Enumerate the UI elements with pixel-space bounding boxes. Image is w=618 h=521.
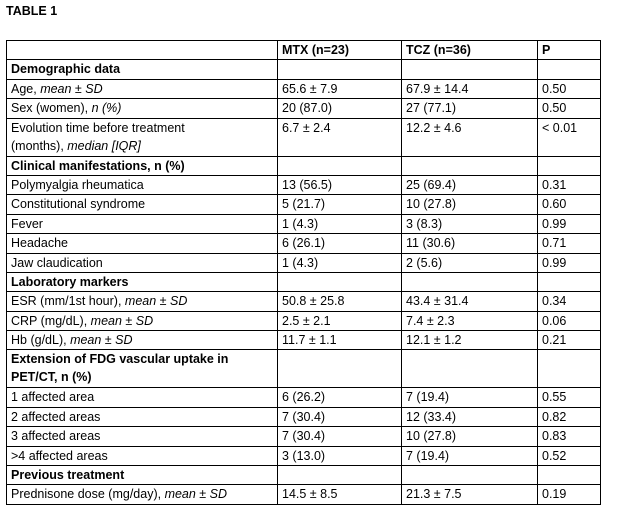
- row-label: [7, 446, 278, 465]
- cell-mtx: 3 (13.0): [278, 446, 402, 465]
- section-label-text-line2: PET/CT, n (%): [11, 370, 92, 385]
- cell-mtx: 7 (30.4): [278, 427, 402, 446]
- empty-cell: [402, 60, 538, 79]
- row-label-text: >4 affected areas: [11, 448, 108, 463]
- cell-mtx: 6.7 ± 2.4: [278, 118, 402, 156]
- cell-p-value: 0.21: [538, 331, 601, 350]
- cell-mtx: 6 (26.1): [278, 234, 402, 253]
- cell-tcz: 7 (19.4): [402, 388, 538, 407]
- cell-mtx: 6 (26.2): [278, 388, 402, 407]
- empty-cell: [278, 60, 402, 79]
- table-row: [7, 407, 601, 426]
- row-label: [7, 175, 278, 194]
- row-label-statistic: n (%): [91, 101, 122, 116]
- cell-mtx: 14.5 ± 8.5: [278, 485, 402, 504]
- section-row: [7, 466, 601, 485]
- row-label: [7, 234, 278, 253]
- table-row: [7, 331, 601, 350]
- header-cell-tcz: TCZ (n=36): [402, 41, 538, 60]
- section-label-text: Extension of FDG vascular uptake in: [11, 352, 229, 367]
- row-label-text: Sex (women),: [11, 101, 92, 116]
- row-label-statistic: mean ± SD: [70, 333, 133, 348]
- cell-tcz: 12.2 ± 4.6: [402, 118, 538, 156]
- section-label-text: Laboratory markers: [11, 274, 129, 289]
- cell-tcz: 27 (77.1): [402, 99, 538, 118]
- cell-tcz: 12.1 ± 1.2: [402, 331, 538, 350]
- cell-tcz: 21.3 ± 7.5: [402, 485, 538, 504]
- empty-cell: [538, 350, 601, 388]
- row-label-text: Prednisone dose (mg/day),: [11, 487, 165, 502]
- empty-cell: [278, 466, 402, 485]
- table-row: [7, 292, 601, 311]
- row-label: [7, 388, 278, 407]
- cell-p-value: 0.19: [538, 485, 601, 504]
- table-row: [7, 253, 601, 272]
- cell-tcz: 12 (33.4): [402, 407, 538, 426]
- table-row: [7, 485, 601, 504]
- cell-mtx: 2.5 ± 2.1: [278, 311, 402, 330]
- row-label: [7, 427, 278, 446]
- empty-cell: [278, 350, 402, 388]
- header-cell-mtx: MTX (n=23): [278, 41, 402, 60]
- section-label-text: Clinical manifestations, n (%): [11, 158, 185, 173]
- cell-tcz: 2 (5.6): [402, 253, 538, 272]
- cell-p-value: 0.34: [538, 292, 601, 311]
- cell-tcz: 10 (27.8): [402, 427, 538, 446]
- empty-cell: [402, 466, 538, 485]
- row-label: [7, 311, 278, 330]
- table-row: [7, 195, 601, 214]
- cell-tcz: 3 (8.3): [402, 214, 538, 233]
- empty-cell: [402, 272, 538, 291]
- cell-mtx: 1 (4.3): [278, 253, 402, 272]
- table-row: [7, 388, 601, 407]
- table-row: [7, 311, 601, 330]
- section-label: [7, 156, 278, 175]
- row-label: [7, 195, 278, 214]
- cell-p-value: < 0.01: [538, 118, 601, 156]
- row-label-text: 2 affected areas: [11, 409, 101, 424]
- header-cell-p: P: [538, 41, 601, 60]
- table-header-row: [7, 41, 601, 60]
- empty-cell: [278, 156, 402, 175]
- cell-mtx: 1 (4.3): [278, 214, 402, 233]
- row-label: [7, 331, 278, 350]
- cell-tcz: 25 (69.4): [402, 175, 538, 194]
- empty-cell: [278, 272, 402, 291]
- section-row: [7, 156, 601, 175]
- row-label-statistic: mean ± SD: [124, 294, 188, 309]
- section-label: [7, 272, 278, 291]
- cell-tcz: 10 (27.8): [402, 195, 538, 214]
- cell-mtx: 13 (56.5): [278, 175, 402, 194]
- cell-mtx: 20 (87.0): [278, 99, 402, 118]
- row-label-statistic: mean ± SD: [90, 313, 154, 328]
- row-label-statistic: median [IQR]: [67, 138, 141, 153]
- table-row: [7, 214, 601, 233]
- row-label-text: Evolution time before treatment: [11, 120, 185, 135]
- section-label-text: Previous treatment: [11, 468, 125, 483]
- section-row: [7, 272, 601, 291]
- row-label-text: Jaw claudication: [11, 255, 103, 270]
- empty-cell: [538, 156, 601, 175]
- cell-p-value: 0.99: [538, 253, 601, 272]
- row-label-text: 3 affected areas: [11, 429, 101, 444]
- cell-p-value: 0.99: [538, 214, 601, 233]
- table-row: [7, 118, 601, 156]
- table-row: [7, 234, 601, 253]
- cell-tcz: 43.4 ± 31.4: [402, 292, 538, 311]
- cell-p-value: 0.60: [538, 195, 601, 214]
- cell-p-value: 0.52: [538, 446, 601, 465]
- empty-cell: [538, 272, 601, 291]
- cell-p-value: 0.06: [538, 311, 601, 330]
- cell-p-value: 0.50: [538, 79, 601, 98]
- row-label: [7, 118, 278, 156]
- section-label: [7, 60, 278, 79]
- row-label: [7, 407, 278, 426]
- section-label: [7, 466, 278, 485]
- empty-cell: [538, 466, 601, 485]
- row-label-text: ESR (mm/1st hour),: [11, 294, 125, 309]
- row-label: [7, 79, 278, 98]
- section-label-text: Demographic data: [11, 62, 121, 77]
- cell-mtx: 5 (21.7): [278, 195, 402, 214]
- section-row: [7, 350, 601, 388]
- table-row: [7, 427, 601, 446]
- header-cell-label: [7, 41, 278, 60]
- cell-p-value: 0.31: [538, 175, 601, 194]
- cell-mtx: 65.6 ± 7.9: [278, 79, 402, 98]
- cell-tcz: 7.4 ± 2.3: [402, 311, 538, 330]
- row-label: [7, 253, 278, 272]
- row-label-text: Fever: [11, 216, 43, 231]
- table-row: [7, 446, 601, 465]
- empty-cell: [402, 156, 538, 175]
- section-row: [7, 60, 601, 79]
- row-label-text: Constitutional syndrome: [11, 197, 146, 212]
- row-label-text: 1 affected area: [11, 390, 95, 405]
- cell-p-value: 0.82: [538, 407, 601, 426]
- row-label: [7, 99, 278, 118]
- row-label-text-line2: (months),: [11, 138, 68, 153]
- row-label-text: Age,: [11, 81, 41, 96]
- empty-cell: [402, 350, 538, 388]
- cell-tcz: 11 (30.6): [402, 234, 538, 253]
- table-caption: TABLE 1: [6, 4, 58, 18]
- table-row: [7, 99, 601, 118]
- row-label: [7, 292, 278, 311]
- section-label: [7, 350, 278, 388]
- row-label-statistic: mean ± SD: [164, 487, 228, 502]
- cell-mtx: 50.8 ± 25.8: [278, 292, 402, 311]
- cell-p-value: 0.71: [538, 234, 601, 253]
- row-label-text: CRP (mg/dL),: [11, 313, 91, 328]
- row-label-text: Hb (g/dL),: [11, 333, 71, 348]
- cell-p-value: 0.55: [538, 388, 601, 407]
- empty-cell: [538, 60, 601, 79]
- cell-p-value: 0.83: [538, 427, 601, 446]
- table-row: [7, 175, 601, 194]
- cell-p-value: 0.50: [538, 99, 601, 118]
- row-label-statistic: mean ± SD: [40, 81, 103, 96]
- cell-tcz: 67.9 ± 14.4: [402, 79, 538, 98]
- row-label-text: Headache: [11, 236, 68, 251]
- row-label: [7, 485, 278, 504]
- cell-mtx: 11.7 ± 1.1: [278, 331, 402, 350]
- table-row: [7, 79, 601, 98]
- cell-tcz: 7 (19.4): [402, 446, 538, 465]
- row-label-text: Polymyalgia rheumatica: [11, 177, 144, 192]
- cell-mtx: 7 (30.4): [278, 407, 402, 426]
- row-label: [7, 214, 278, 233]
- results-table: [6, 40, 601, 505]
